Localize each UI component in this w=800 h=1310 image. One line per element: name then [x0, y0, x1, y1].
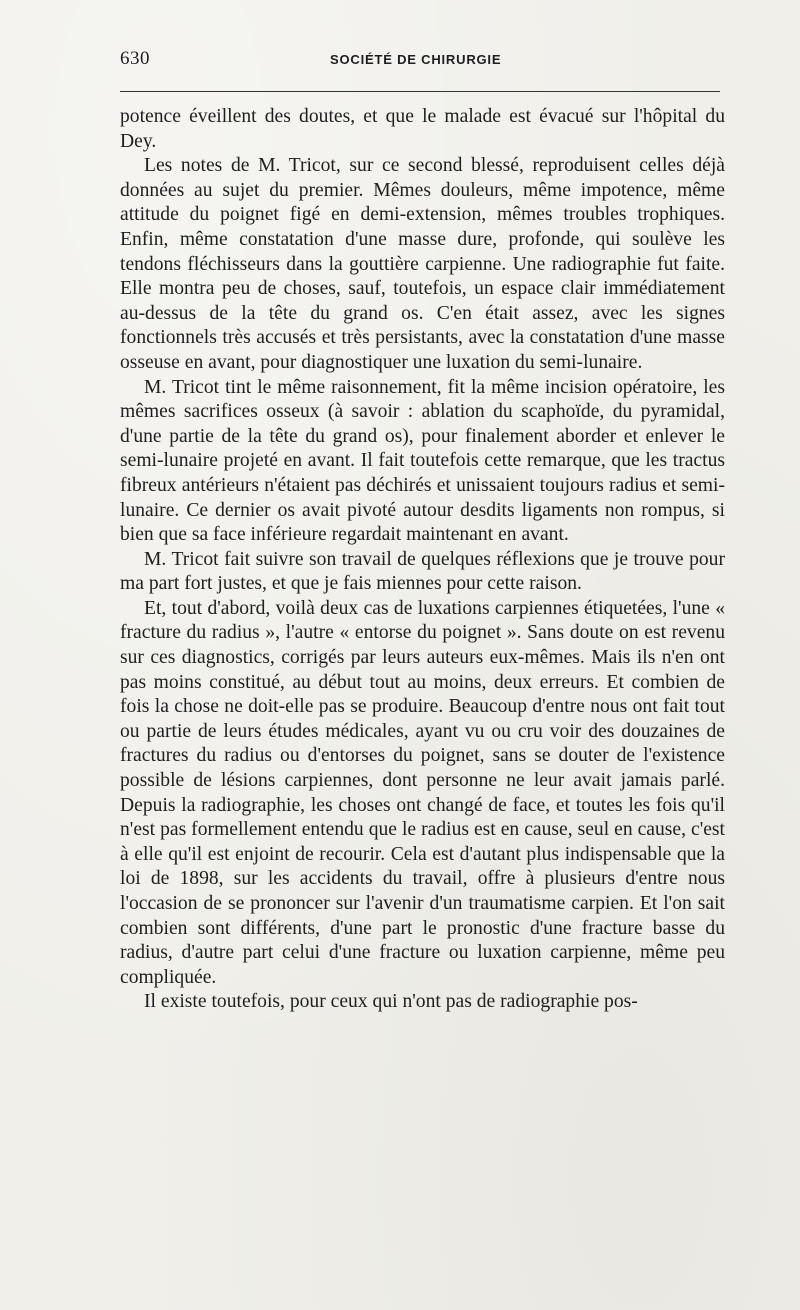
header-rule [120, 91, 720, 92]
paragraph-continuation: potence éveillent des doutes, et que le malade est évacué sur l'hôpital du Dey. [120, 106, 725, 152]
running-head: SOCIÉTÉ DE CHIRURGIE [330, 52, 502, 67]
paragraph-radiographie: Il existe toutefois, pour ceux qui n'ont pas de radiographie pos- [144, 991, 638, 1013]
page-number: 630 [120, 48, 150, 69]
page-header [120, 48, 720, 78]
paragraph-raisonnement: M. Tricot tint le même raisonnement, fit la même incision opératoire, les mêmes sacrifices osseux (à savoir : ablation du scaphoïde, du pyramidal, d'une partie de la tête du grand os), pour finalement aborder et enlever le semi-lunaire projeté en avant. Il fait toutefois cette remarque, que les tractus fibreux antérieurs n'étaient pas déchirés et unissaient toujours radius et semi-lunaire. Ce dernier os avait pivoté autour desdits ligaments non rompus, si bien que sa face inférieure regardait maintenant en avant. [120, 376, 725, 546]
paragraph-reflexions: M. Tricot fait suivre son travail de quelques réflexions que je trouve pour ma part fort justes, et que je fais miennes pour cette raison. [120, 548, 725, 595]
paragraph-notes-tricot: Les notes de M. Tricot, sur ce second blessé, reproduisent celles déjà données au sujet du premier. Mêmes douleurs, même impotence, même attitude du poignet figé en demi-extension, mêmes troubles trophiques. Enfin, même constatation d'une masse dure, profonde, qui soulève les tendons fléchisseurs dans la gouttière carpienne. Une radiographie fut faite. Elle montra peu de choses, sauf, toutefois, un espace clair immédiatement au-dessus de la tête du grand os. C'en était assez, avec les signes fonctionnels très accusés et très persistants, avec la constatation d'une masse osseuse en avant, pour diagnostiquer une luxation du semi-lunaire. [120, 155, 725, 373]
paragraph-luxations: Et, tout d'abord, voilà deux cas de luxations carpiennes étiquetées, l'une « fracture du radius », l'autre « entorse du poignet ». Sans doute on est revenu sur ces diagnostics, corrigés par leurs auteurs eux-mêmes. Mais ils n'en ont pas moins constitué, au début tout au moins, deux erreurs. Et combien de fois la chose ne doit-elle pas se produire. Beaucoup d'entre nous ont fait tout ou partie de leurs études médicales, ayant vu ou cru voir des douzaines de fractures du radius ou d'entorses du poignet, sans se douter de l'existence possible de lésions carpiennes, dont personne ne leur avait jamais parlé. Depuis la radiographie, les choses ont changé de face, et toutes les fois qu'il n'est pas formellement entendu que le radius est en cause, seul en cause, c'est à elle qu'il est enjoint de recourir. Cela est d'autant plus indispensable que la loi de 1898, sur les accidents du travail, offre à plusieurs d'entre nous l'occasion de se prononcer sur l'avenir d'un traumatisme carpien. Et l'on sait combien sont différents, d'une part le pronostic d'une fracture basse du radius, d'autre part celui d'une fracture ou luxation carpienne, même peu compliquée. [120, 597, 725, 988]
body-text [120, 105, 725, 1015]
